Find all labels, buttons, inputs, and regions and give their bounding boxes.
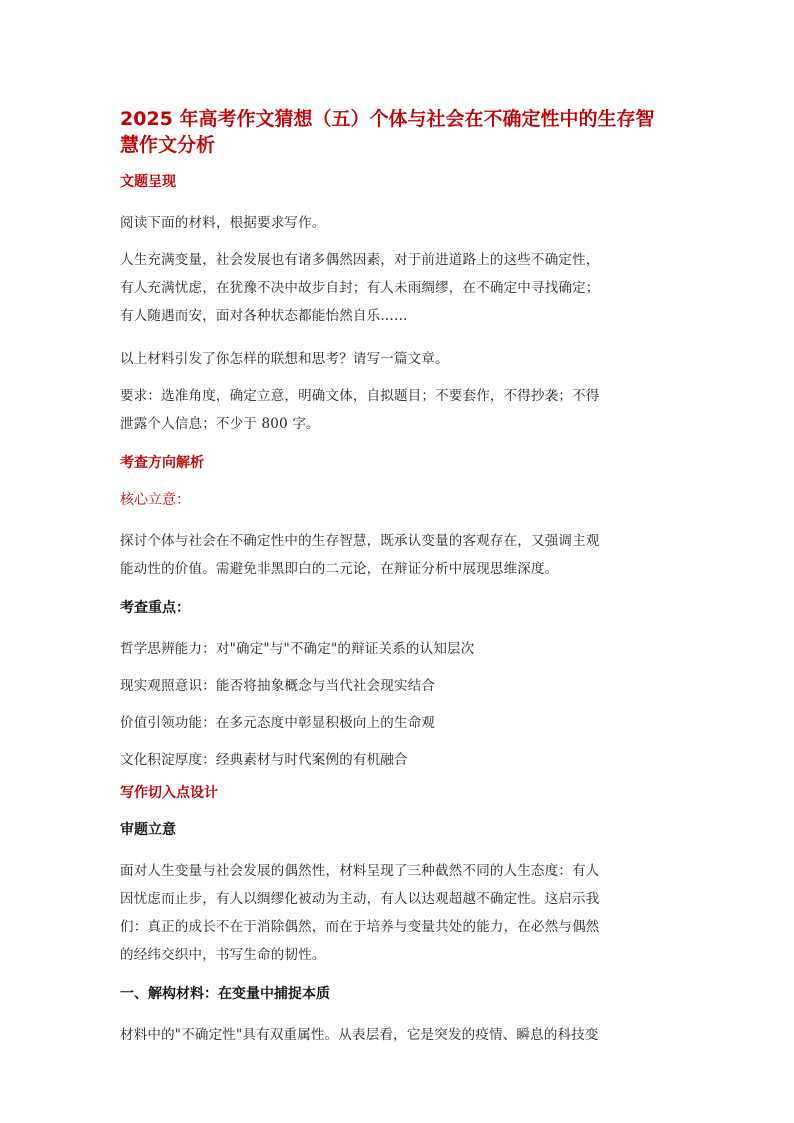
key-points-label: 考查重点： [120,600,190,616]
key-point-item: 哲学思辨能力：对"确定"与"不确定"的辩证关系的认知层次 [120,641,475,657]
material-line: 有人充满忧虑，在犹豫不决中故步自封；有人未雨绸缪，在不确定中寻找确定； [120,280,600,296]
requirement-paragraph [120,382,680,438]
material-paragraph [120,246,680,330]
review-line: 因忧虑而止步，有人以绸缪化被动为主动，有人以达观超越不确定性。这启示我 [120,891,600,907]
question-text: 以上材料引发了你怎样的联想和思考？请写一篇文章。 [120,351,449,367]
body-text-last-line: 材料中的"不确定性"具有双重属性。从表层看，它是突发的疫情、瞬息的科技变 [120,1027,599,1043]
review-label: 审题立意 [120,822,176,838]
review-line: 们：真正的成长不在于消除偶然，而在于培养与变量共处的能力，在必然与偶然 [120,919,600,935]
key-point-item: 文化积淀厚度：经典素材与时代案例的有机融合 [120,752,408,768]
key-point-item: 价值引领功能：在多元态度中彰显积极向上的生命观 [120,715,436,731]
requirement-line: 要求：选准角度，确定立意，明确文体，自拟题目；不要套作，不得抄袭；不得 [120,388,600,404]
section-heading-analysis: 考查方向解析 [120,455,204,471]
document-title [120,106,680,158]
core-idea-line: 探讨个体与社会在不确定性中的生存智慧，既承认变量的客观存在，又强调主观 [120,533,600,549]
review-line: 的经纬交织中，书写生命的韧性。 [120,947,326,963]
prompt-intro: 阅读下面的材料，根据要求写作。 [120,215,326,231]
subheading-deconstruct: 一、解构材料：在变量中捕捉本质 [120,986,330,1002]
core-idea-line: 能动性的价值。需避免非黑即白的二元论，在辩证分析中展现思维深度。 [120,561,559,577]
section-heading-design: 写作切入点设计 [120,785,218,801]
requirement-line: 泄露个人信息；不少于 800 字。 [120,416,320,432]
review-line: 面对人生变量与社会发展的偶然性，材料呈现了三种截然不同的人生态度：有人 [120,863,600,879]
title-line: 慧作文分析 [120,134,216,156]
review-paragraph [120,857,680,969]
document-body [120,106,680,1058]
material-line: 人生充满变量，社会发展也有诸多偶然因素，对于前进道路上的这些不确定性， [120,252,600,268]
core-idea-paragraph [120,527,680,583]
title-line: 2025 年高考作文猜想（五）个体与社会在不确定性中的生存智 [120,108,655,130]
material-line: 有人随遇而安，面对各种状态都能怡然自乐…… [120,308,408,324]
section-heading-topic: 文题呈现 [120,174,176,190]
key-point-item: 现实观照意识：能否将抽象概念与当代社会现实结合 [120,678,436,694]
core-idea-label: 核心立意： [120,492,190,508]
